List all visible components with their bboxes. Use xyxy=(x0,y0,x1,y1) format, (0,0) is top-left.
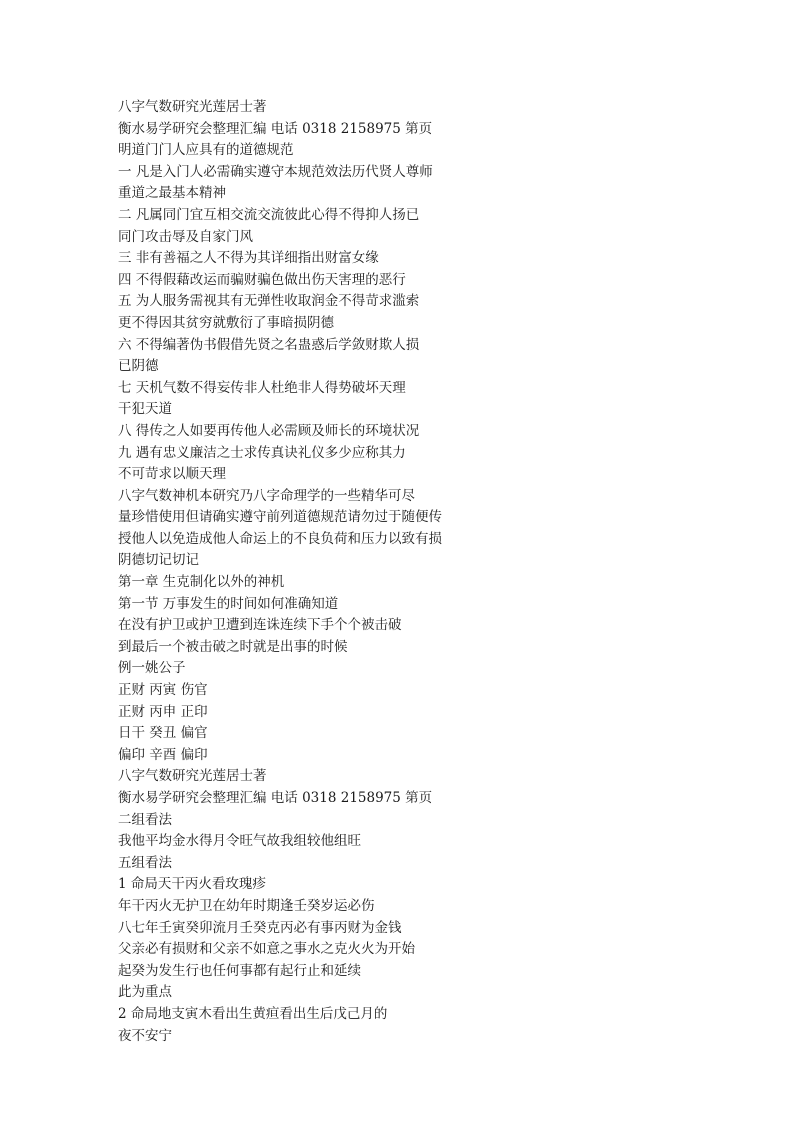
text-line: 到最后一个被击破之时就是出事的时候 xyxy=(118,638,348,655)
text-line: 不可苛求以顺天理 xyxy=(118,466,226,483)
text-line: 七 天机气数不得妄传非人杜绝非人得势破坏天理 xyxy=(118,379,406,396)
text-line: 我他平均金水得月令旺气故我组较他组旺 xyxy=(118,833,361,850)
text-line: 八七年壬寅癸卯流月壬癸克丙必有事丙财为金钱 xyxy=(118,919,402,936)
text-line: 八字气数研究光莲居士著 xyxy=(118,768,267,785)
text-line: 二 凡属同门宜互相交流交流彼此心得不得抑人扬已 xyxy=(118,206,420,223)
text-line: 阴德切记切记 xyxy=(118,552,199,569)
text-line: 衡水易学研究会整理汇编 电话 0318 2158975 第页 xyxy=(118,120,433,137)
text-line: 量珍惜使用但请确实遵守前列道德规范请勿过于随便传 xyxy=(118,509,442,526)
text-line: 八字气数神机本研究乃八字命理学的一些精华可尽 xyxy=(118,487,415,504)
text-line: 正财 丙申 正印 xyxy=(118,703,208,720)
document-text xyxy=(118,97,678,1047)
text-line: 偏印 辛酉 偏印 xyxy=(118,746,208,763)
text-line: 第一节 万事发生的时间如何准确知道 xyxy=(118,595,339,612)
text-line: 更不得因其贫穷就敷衍了事暗损阴德 xyxy=(118,314,334,331)
text-line: 明道门门人应具有的道德规范 xyxy=(118,142,294,159)
text-line: 已阴德 xyxy=(118,358,159,375)
text-line: 一 凡是入门人必需确实遵守本规范效法历代贤人尊师 xyxy=(118,163,433,180)
text-line: 第一章 生克制化以外的神机 xyxy=(118,574,285,591)
text-line: 五 为人服务需视其有无弹性收取润金不得苛求滥索 xyxy=(118,293,420,310)
text-line: 授他人以免造成他人命运上的不良负荷和压力以致有损 xyxy=(118,530,442,547)
text-line: 同门攻击辱及自家门风 xyxy=(118,228,253,245)
text-line: 干犯天道 xyxy=(118,401,172,418)
text-line: 年干丙火无护卫在幼年时期逢壬癸岁运必伤 xyxy=(118,897,375,914)
text-line: 在没有护卫或护卫遭到连诛连续下手个个被击破 xyxy=(118,617,402,634)
text-line: 此为重点 xyxy=(118,984,172,1001)
text-line: 父亲必有损财和父亲不如意之事水之克火火为开始 xyxy=(118,941,415,958)
text-line: 正财 丙寅 伤官 xyxy=(118,682,208,699)
text-line: 例一姚公子 xyxy=(118,660,186,677)
text-line: 四 不得假藉改运而骗财骗色做出伤天害理的恶行 xyxy=(118,271,406,288)
text-line: 八 得传之人如要再传他人必需顾及师长的环境状况 xyxy=(118,422,420,439)
text-line: 1 命局天干丙火看玫瑰疹 xyxy=(118,876,266,893)
text-line: 衡水易学研究会整理汇编 电话 0318 2158975 第页 xyxy=(118,790,433,806)
text-line: 八字气数研究光莲居士著 xyxy=(118,99,267,115)
text-line: 起癸为发生行也任何事都有起行止和延续 xyxy=(118,962,361,979)
text-line: 九 遇有忠义廉洁之士求传真诀礼仪多少应称其力 xyxy=(118,444,406,461)
text-line: 五组看法 xyxy=(118,854,172,871)
text-line: 夜不安宁 xyxy=(118,1027,172,1044)
text-line: 2 命局地支寅木看出生黄疸看出生后戊己月的 xyxy=(118,1005,388,1022)
text-line: 日干 癸丑 偏官 xyxy=(118,725,208,742)
text-line: 重道之最基本精神 xyxy=(118,185,226,202)
text-line: 二组看法 xyxy=(118,811,172,828)
text-line: 六 不得编著伪书假借先贤之名蛊惑后学敛财欺人损 xyxy=(118,336,420,353)
text-line: 三 非有善福之人不得为其详细指出财富女缘 xyxy=(118,250,379,267)
